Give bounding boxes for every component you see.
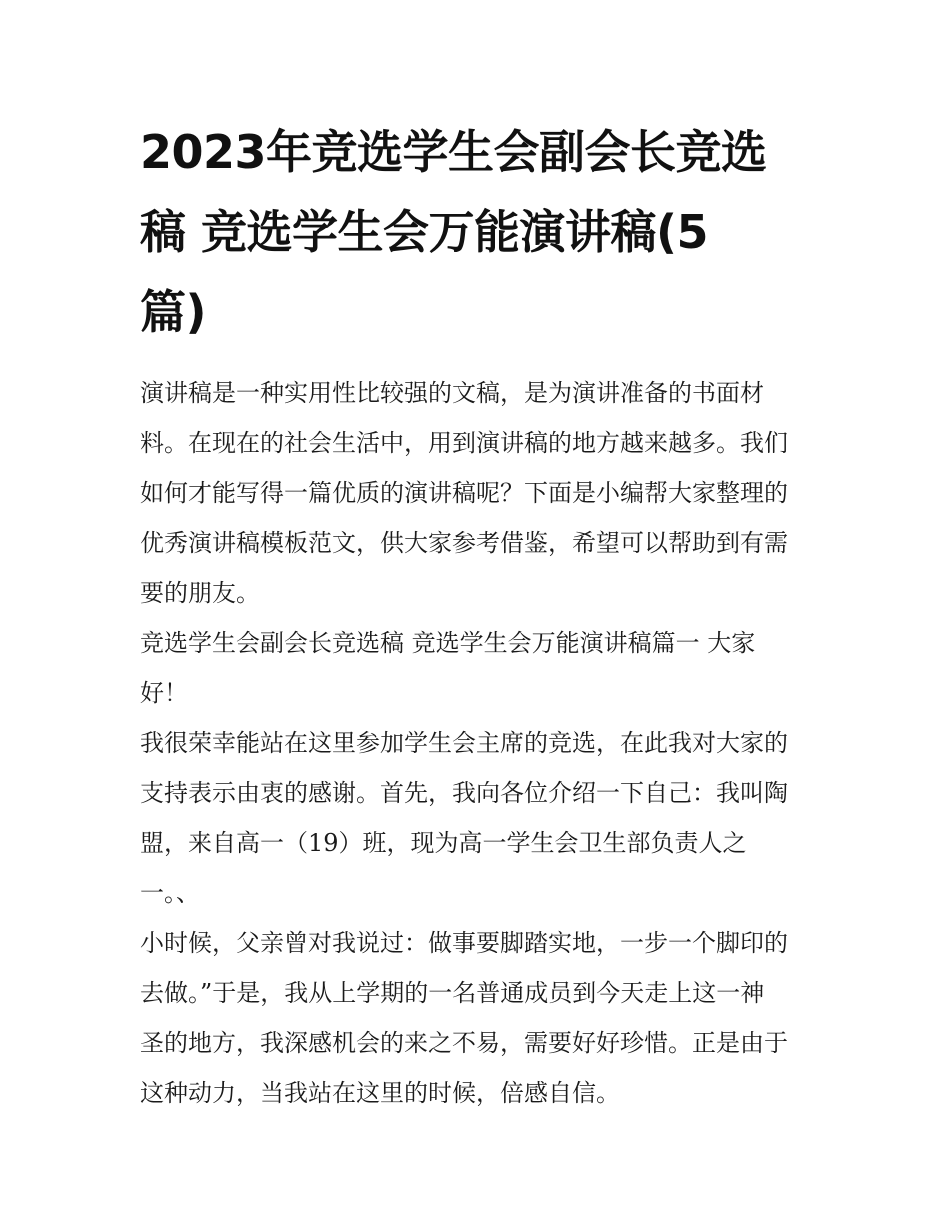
text-line: 演讲稿是一种实用性比较强的文稿，是为演讲准备的书面材: [140, 379, 764, 407]
text-line: 支持表示由衷的感谢。首先，我向各位介绍一下自己：我叫陶: [140, 779, 788, 807]
text-line: 盟，来自高一（19）班，现为高一学生会卫生部负责人之: [140, 829, 747, 857]
text-line: 圣的地方，我深感机会的来之不易，需要好好珍惜。正是由于: [140, 1029, 788, 1057]
body-paragraph: [140, 918, 812, 1118]
text-line: 我很荣幸能站在这里参加学生会主席的竞选，在此我对大家的: [140, 729, 788, 757]
document-body: [140, 368, 812, 1118]
text-line: 要的朋友。: [140, 579, 260, 607]
text-line: 去做。”于是，我从上学期的一名普通成员到今天走上这一神: [140, 979, 765, 1007]
text-line: 一。、: [140, 879, 200, 907]
title-line: 稿 竞选学生会万能演讲稿(5: [140, 205, 709, 259]
text-line: 这种动力，当我站在这里的时候，倍感自信。: [140, 1079, 620, 1107]
title-line: 篇): [140, 285, 207, 339]
section-heading-paragraph: [140, 618, 812, 718]
text-line: 小时候，父亲曾对我说过：做事要脚踏实地，一步一个脚印的: [140, 929, 788, 957]
text-line: 料。在现在的社会生活中，用到演讲稿的地方越来越多。我们: [140, 429, 788, 457]
intro-paragraph: [140, 368, 812, 618]
title-line: 2023年竞选学生会副会长竞选: [140, 125, 767, 179]
document-page: [140, 112, 812, 1118]
text-line: 好！: [140, 679, 188, 707]
text-line: 如何才能写得一篇优质的演讲稿呢？下面是小编帮大家整理的: [140, 479, 788, 507]
text-line: 竞选学生会副会长竞选稿 竞选学生会万能演讲稿篇一 大家: [140, 629, 756, 657]
body-paragraph: [140, 718, 812, 918]
text-line: 优秀演讲稿模板范文，供大家参考借鉴，希望可以帮助到有需: [140, 529, 788, 557]
document-title: [140, 112, 812, 352]
